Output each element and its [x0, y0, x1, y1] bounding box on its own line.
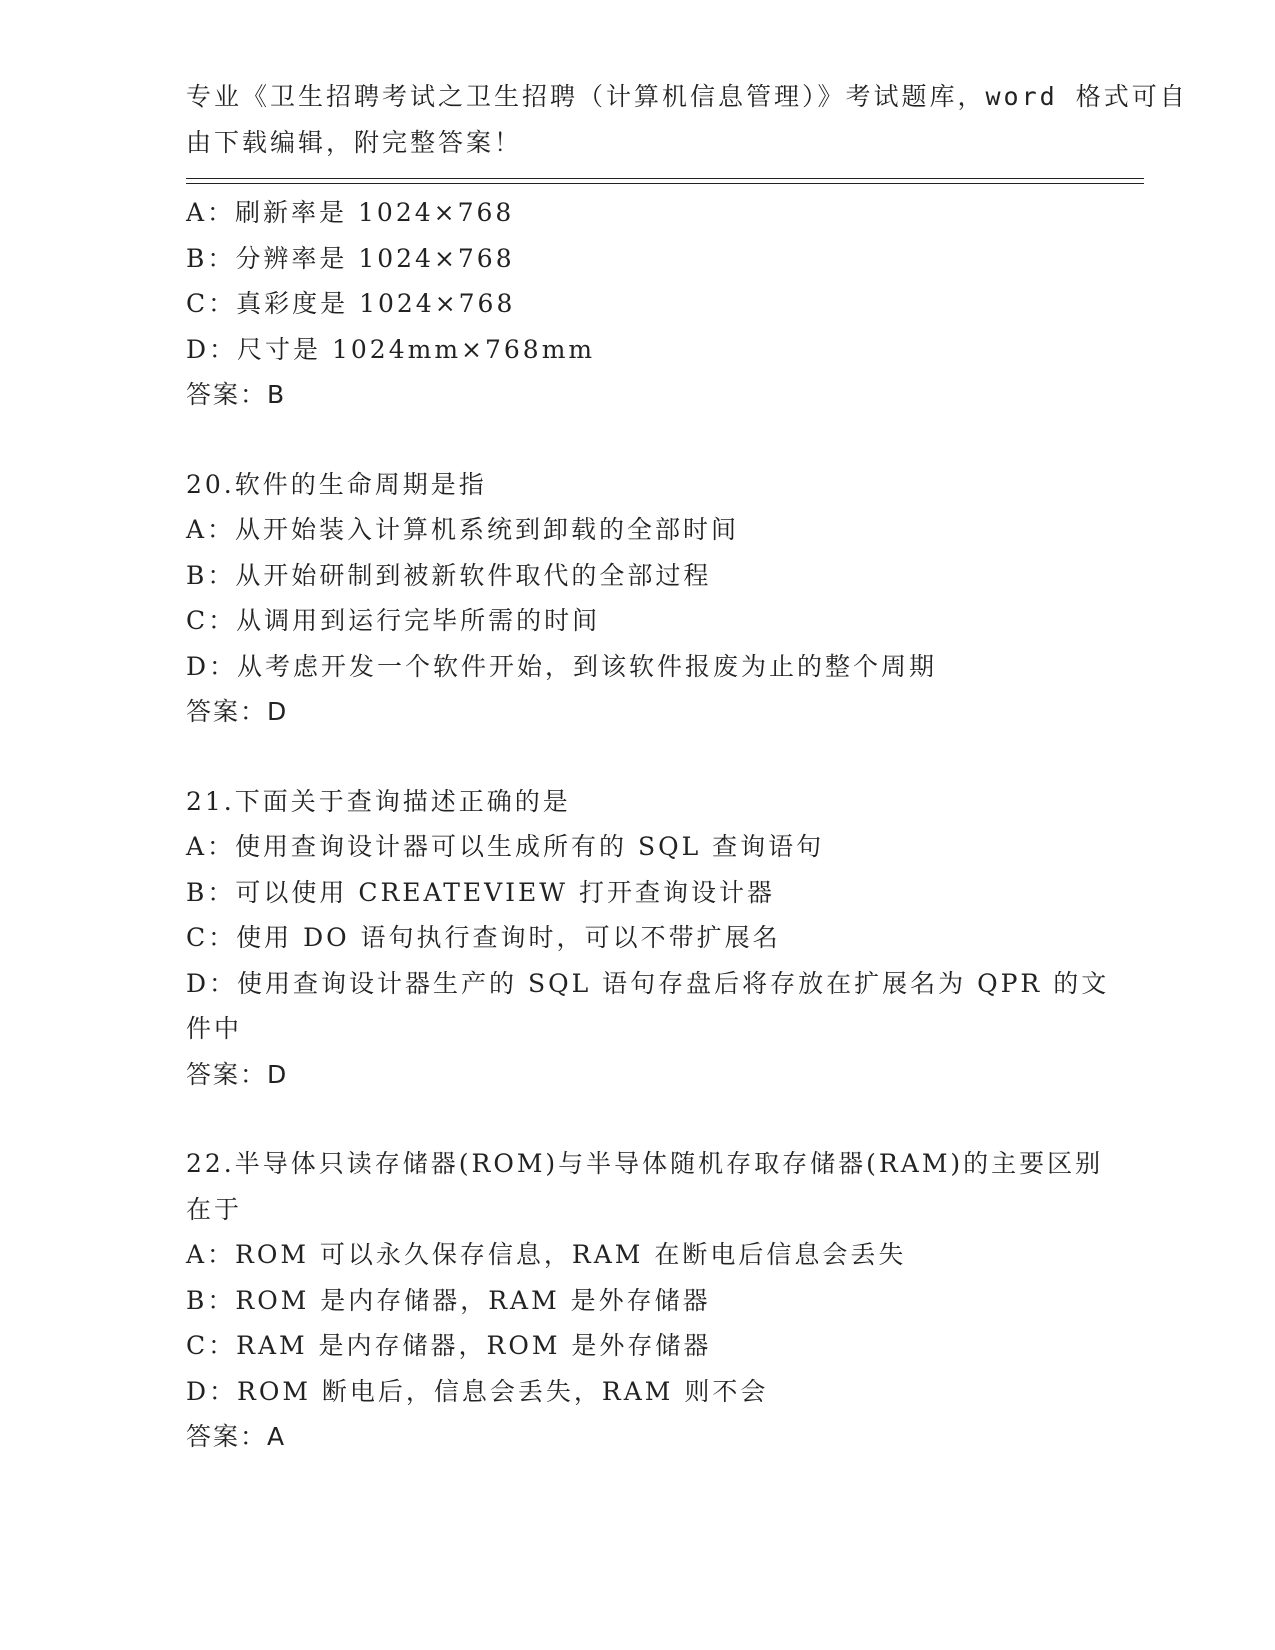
- q19-option-d: D：尺寸是 1024mm×768mm: [186, 334, 596, 364]
- q20-option-d: D：从考虑开发一个软件开始，到该软件报废为止的整个周期: [186, 651, 938, 681]
- q22-option-c: C：RAM 是内存储器，ROM 是外存储器: [186, 1331, 712, 1360]
- q22-option-d: D：ROM 断电后，信息会丢失，RAM 则不会: [186, 1376, 769, 1406]
- q20-option-c: C：从调用到运行完毕所需的时间: [186, 606, 601, 635]
- q22-question-line-2: 在于: [186, 1194, 243, 1224]
- q20-question: 20.软件的生命周期是指: [186, 469, 487, 499]
- q19-option-a: A：刷新率是 1024×768: [186, 198, 515, 227]
- q19-option-b: B：分辨率是 1024×768: [186, 243, 515, 273]
- question-20-block: [186, 462, 1066, 735]
- header-divider-bottom: [186, 183, 1144, 184]
- spacer: [186, 1097, 1066, 1141]
- q21-option-d-line-2: 件中: [186, 1014, 243, 1043]
- spacer: [186, 735, 1066, 779]
- q19-option-c: C：真彩度是 1024×768: [186, 289, 516, 318]
- q20-option-a: A：从开始装入计算机系统到卸载的全部时间: [186, 515, 740, 544]
- q20-option-b: B：从开始研制到被新软件取代的全部过程: [186, 560, 712, 590]
- q21-question: 21.下面关于查询描述正确的是: [186, 786, 571, 816]
- header-line-1: 专业《卫生招聘考试之卫生招聘（计算机信息管理）》考试题库，word 格式可自: [186, 82, 1188, 111]
- q20-answer: 答案：D: [186, 697, 289, 726]
- spacer: [186, 418, 1066, 462]
- document-header: [186, 74, 1188, 165]
- q22-answer: 答案：A: [186, 1422, 287, 1451]
- q21-option-c: C：使用 DO 语句执行查询时，可以不带扩展名: [186, 923, 781, 952]
- header-divider-top: [186, 178, 1144, 179]
- question-22-block: [186, 1141, 1104, 1460]
- q21-option-d-line-1: D：使用查询设计器生产的 SQL 语句存盘后将存放在扩展名为 QPR 的文: [186, 968, 1110, 998]
- question-list: [186, 190, 1110, 1460]
- q21-option-b: B：可以使用 CREATEVIEW 打开查询设计器: [186, 877, 775, 907]
- q21-option-a: A：使用查询设计器可以生成所有的 SQL 查询语句: [186, 832, 825, 861]
- q21-answer: 答案：D: [186, 1059, 289, 1089]
- q22-question-line-1: 22.半导体只读存储器(ROM)与半导体随机存取存储器(RAM)的主要区别: [186, 1149, 1104, 1178]
- q19-answer: 答案：B: [186, 380, 287, 409]
- q22-option-b: B：ROM 是内存储器，RAM 是外存储器: [186, 1285, 711, 1315]
- q22-option-a: A：ROM 可以永久保存信息，RAM 在断电后信息会丢失: [186, 1240, 907, 1269]
- question-19-block: [186, 190, 1066, 418]
- header-line-2: 由下载编辑，附完整答案！: [186, 127, 523, 157]
- question-21-block: [186, 779, 1110, 1098]
